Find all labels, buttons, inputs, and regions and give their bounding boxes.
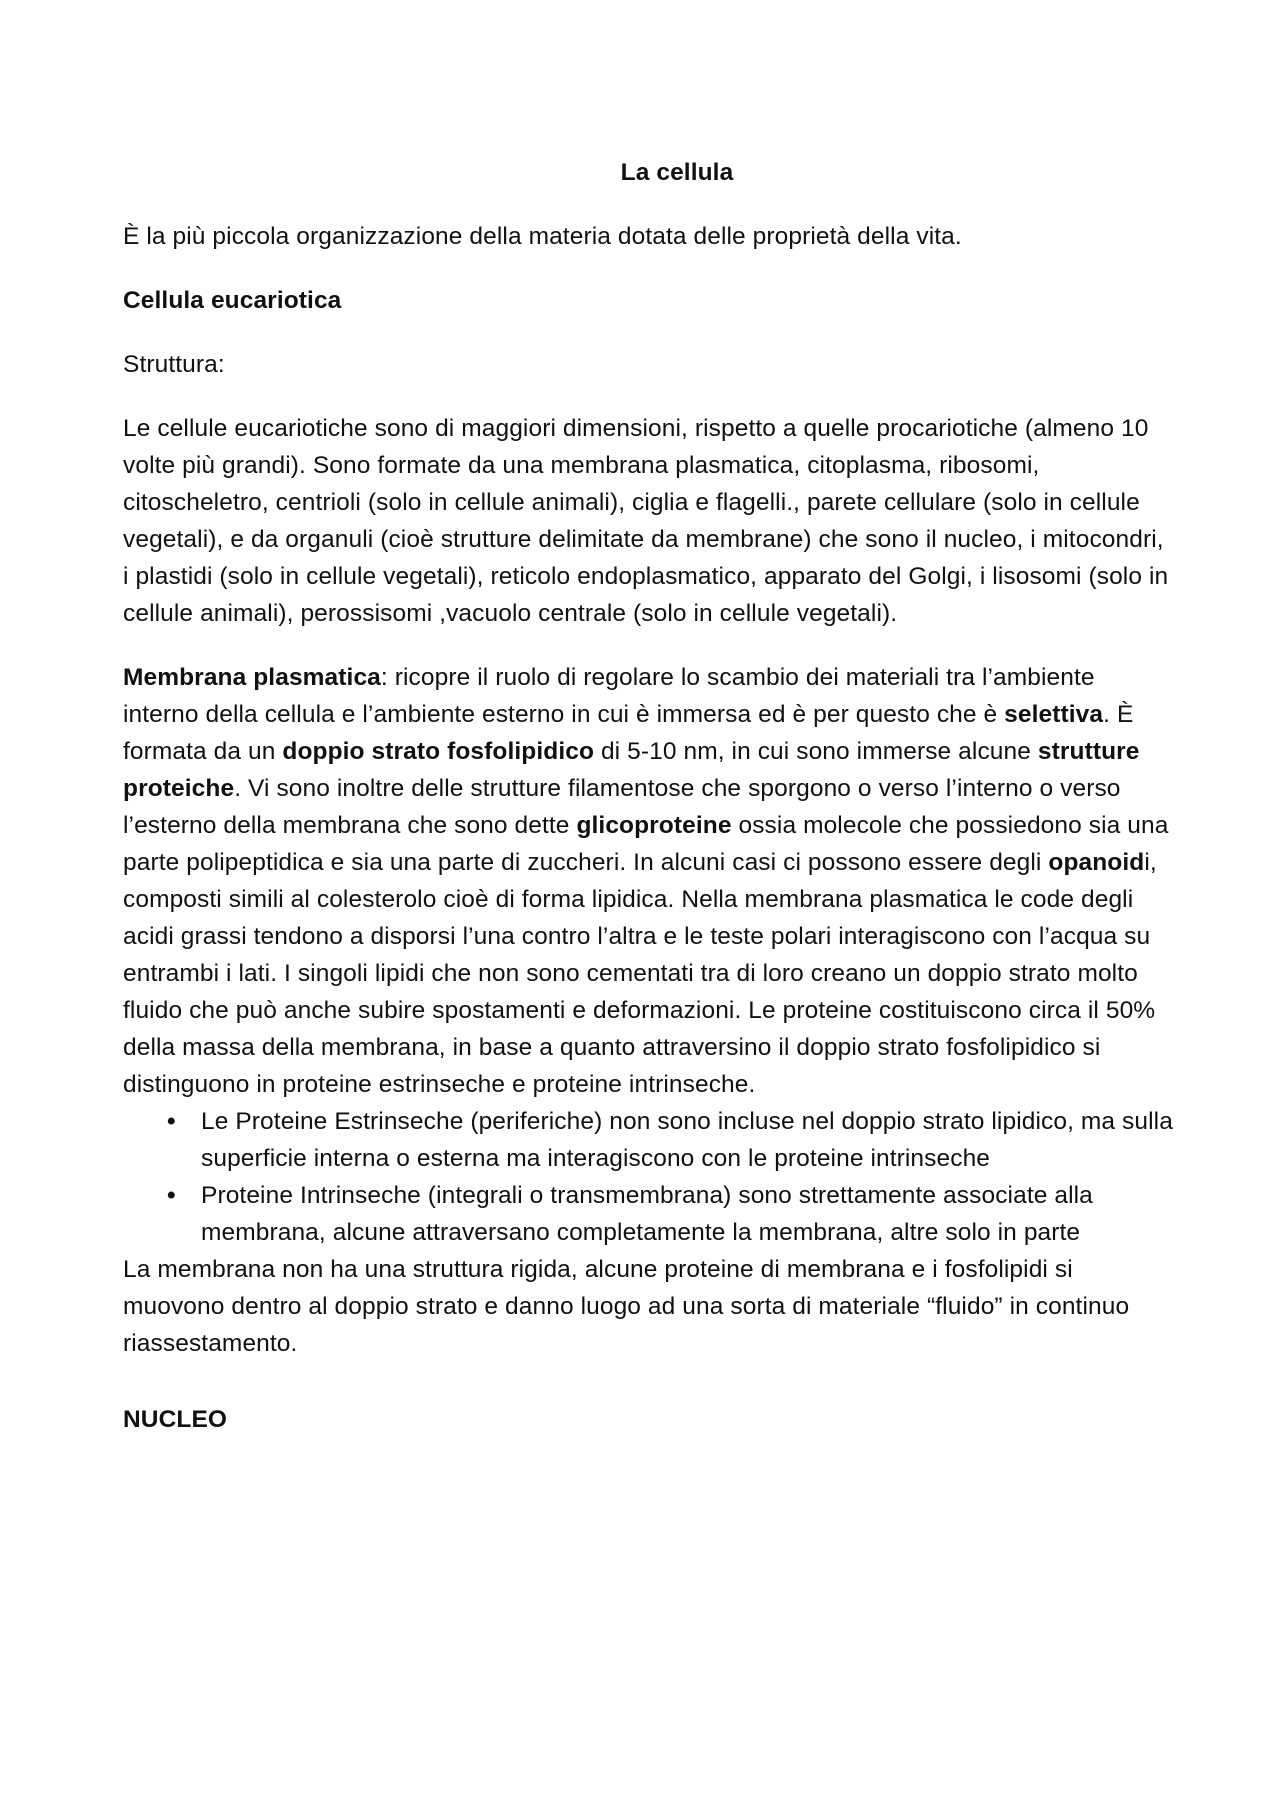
membrana-paragraph bbox=[123, 659, 1173, 1103]
term-glicoproteine: glicoproteine bbox=[576, 812, 732, 839]
term-opanoidi: opanoid bbox=[1048, 849, 1145, 876]
bullet-icon: • bbox=[167, 1182, 176, 1209]
term-membrana-plasmatica: Membrana plasmatica bbox=[123, 664, 381, 691]
membrana-text-1: : ricopre il ruolo di regolare lo scambio dei materiali tra l’ambiente interno della cellula e l’ambiente esterno in cui è immersa ed è per questo che è bbox=[123, 664, 1095, 728]
section-heading-eucariotica: Cellula eucariotica bbox=[123, 287, 342, 314]
closing-paragraph: La membrana non ha una struttura rigida, alcune proteine di membrana e i fosfolipidi si muovono dentro al doppio strato e danno luogo ad una sorta di materiale “fluido” in continuo riassestamento. bbox=[123, 1256, 1130, 1357]
list-item bbox=[123, 1177, 1173, 1251]
membrana-text-2: . È formata da un bbox=[123, 701, 1134, 765]
struttura-label: Struttura: bbox=[123, 351, 225, 378]
section-heading-nucleo: NUCLEO bbox=[123, 1406, 228, 1433]
intro-paragraph: È la più piccola organizzazione della materia dotata delle proprietà della vita. bbox=[123, 223, 962, 250]
term-strutture-proteiche: strutture proteiche bbox=[123, 738, 1140, 802]
term-selettiva: selettiva bbox=[1004, 701, 1104, 728]
bullet-icon: • bbox=[167, 1108, 176, 1135]
list-item bbox=[123, 1103, 1173, 1177]
membrana-text-5: ossia molecole che possiedono sia una parte polipeptidica e sia una parte di zuccheri. In alcuni casi ci possono essere degli bbox=[123, 812, 1169, 876]
membrana-text-6: i, composti simili al colesterolo cioè di forma lipidica. Nella membrana plasmatica le code degli acidi grassi tendono a disporsi l’una contro l’altra e le teste polari interagiscono con l’acqua su entrambi i lati. I singoli lipidi che non sono cementati tra di loro creano un doppio strato molto fluido che può anche subire spostamenti e deformazioni. Le proteine costituiscono circa il 50% della massa della membrana, in base a quanto attraversino il doppio strato fosfolipidico si distinguono in proteine estrinseche e proteine intrinseche. bbox=[123, 849, 1157, 1098]
page-title: La cellula bbox=[620, 159, 734, 186]
list-item-text: Proteine Intrinseche (integrali o transmembrana) sono strettamente associate alla membrana, alcune attraversano completamente la membrana, altre solo in parte bbox=[201, 1182, 1093, 1246]
membrana-text-4: . Vi sono inoltre delle strutture filamentose che sporgono o verso l’interno o verso l’esterno della membrana che sono dette bbox=[123, 775, 1121, 839]
struttura-paragraph: Le cellule eucariotiche sono di maggiori dimensioni, rispetto a quelle procariotiche (almeno 10 volte più grandi). Sono formate da una membrana plasmatica, citoplasma, ribosomi, citoscheletro, centrioli (solo in cellule animali), ciglia e flagelli., parete cellulare (solo in cellule vegetali), e da organuli (cioè strutture delimitate da membrane) che sono il nucleo, i mitocondri, i plastidi (solo in cellule vegetali), reticolo endoplasmatico, apparato del Golgi, i lisosomi (solo in cellule animali), perossisomi ,vacuolo centrale (solo in cellule vegetali). bbox=[123, 415, 1169, 627]
document-body bbox=[123, 154, 1173, 1465]
proteine-list bbox=[123, 1103, 1173, 1251]
membrana-text-3: di 5-10 nm, in cui sono immerse alcune bbox=[594, 738, 1038, 765]
list-item-text: Le Proteine Estrinseche (periferiche) non sono incluse nel doppio strato lipidico, ma sulla superficie interna o esterna ma interagiscono con le proteine intrinseche bbox=[201, 1108, 1173, 1172]
term-doppio-strato: doppio strato fosfolipidico bbox=[282, 738, 595, 765]
